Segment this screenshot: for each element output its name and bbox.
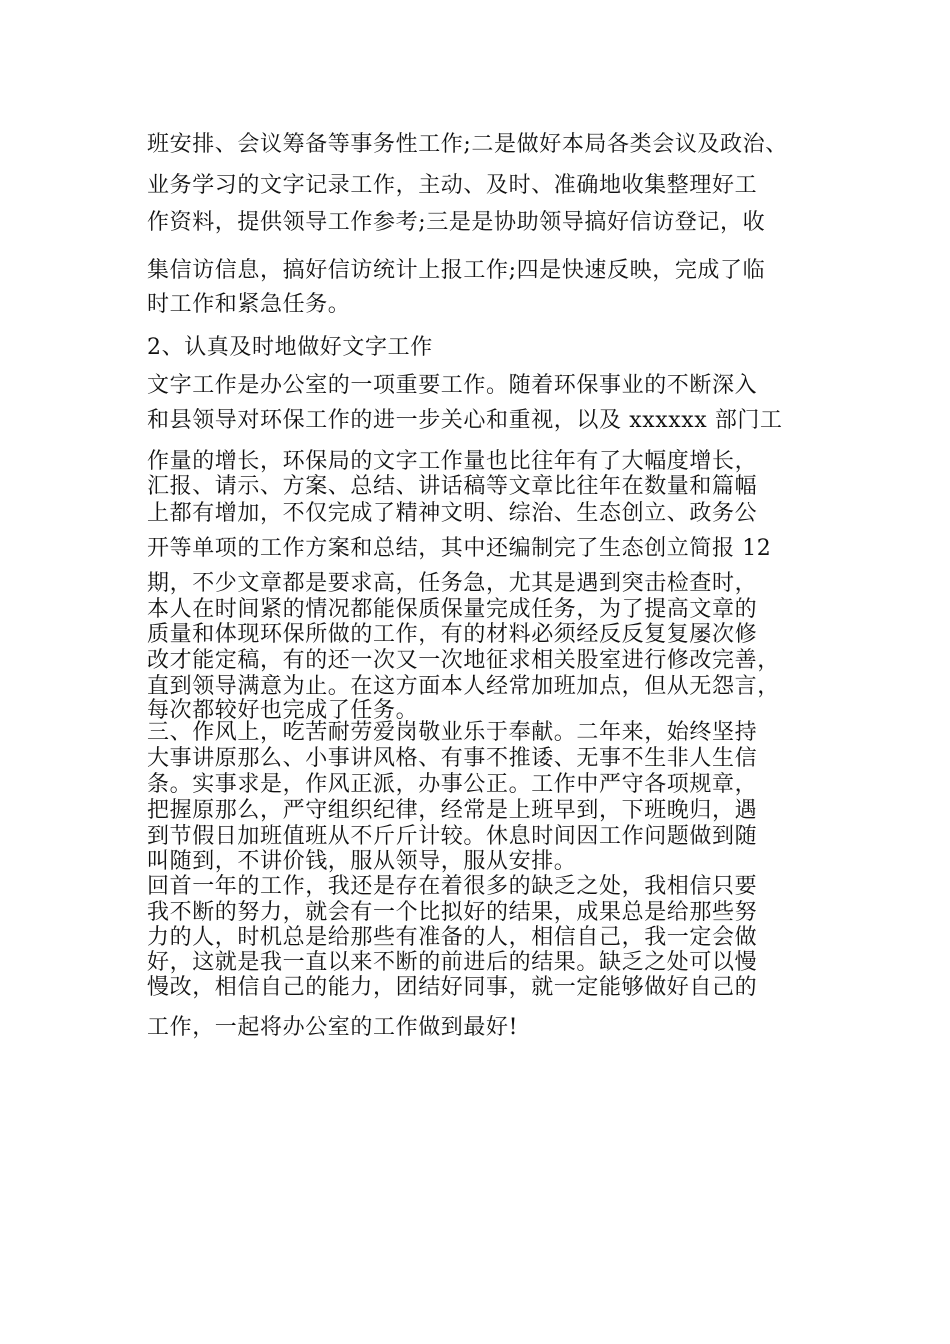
text-line: 好，这就是我一直以来不断的前进后的结果。缺乏之处可以慢 bbox=[147, 950, 758, 975]
text-line: 改才能定稿，有的还一次又一次地征求相关股室进行修改完善， bbox=[147, 648, 780, 673]
text-line: 力的人，时机总是给那些有准备的人，相信自己，我一定会做 bbox=[147, 925, 758, 950]
text-line: 期，不少文章都是要求高，任务急，尤其是遇到突击检查时， bbox=[147, 571, 758, 596]
text-line: 把握原那么，严守组织纪律，经常是上班早到，下班晚归，遇 bbox=[147, 798, 758, 823]
text-line: 叫随到，不讲价钱，服从领导，服从安排。 bbox=[147, 849, 577, 874]
text-line: 开等单项的工作方案和总结，其中还编制完了生态创立简报 12 bbox=[147, 536, 772, 561]
text-line: 质量和体现环保所做的工作，有的材料必须经反反复复屡次修 bbox=[147, 622, 758, 647]
text-line: 每次都较好也完成了任务。 bbox=[147, 698, 419, 723]
text-line: 和县领导对环保工作的进一步关心和重视，以及 xxxxxx 部门工 bbox=[147, 408, 783, 433]
text-line: 集信访信息，搞好信访统计上报工作;四是快速反映，完成了临 bbox=[147, 258, 766, 283]
text-line: 上都有增加，不仅完成了精神文明、综治、生态创立、政务公 bbox=[147, 501, 758, 526]
text-line: 汇报、请示、方案、总结、讲话稿等文章比往年在数量和篇幅 bbox=[147, 474, 758, 499]
text-line: 直到领导满意为止。在这方面本人经常加班加点，但从无怨言， bbox=[147, 674, 780, 699]
text-line: 条。实事求是，作风正派，办事公正。工作中严守各项规章， bbox=[147, 772, 758, 797]
text-line: 文字工作是办公室的一项重要工作。随着环保事业的不断深入 bbox=[147, 373, 758, 398]
text-line: 我不断的努力，就会有一个比拟好的结果，成果总是给那些努 bbox=[147, 900, 758, 925]
text-line: 时工作和紧急任务。 bbox=[147, 292, 351, 317]
text-line: 业务学习的文字记录工作，主动、及时、准确地收集整理好工 bbox=[147, 173, 758, 198]
text-line: 到节假日加班值班从不斤斤计较。休息时间因工作问题做到随 bbox=[147, 824, 758, 849]
section-heading: 三、作风上，吃苦耐劳爱岗敬业乐于奉献。二年来，始终坚持 bbox=[147, 720, 758, 745]
text-line: 回首一年的工作，我还是存在着很多的缺乏之处，我相信只要 bbox=[147, 874, 758, 899]
text-line: 作资料，提供领导工作参考;三是是协助领导搞好信访登记，收 bbox=[147, 210, 766, 235]
text-line: 本人在时间紧的情况都能保质保量完成任务，为了提高文章的 bbox=[147, 597, 758, 622]
text-line: 慢改，相信自己的能力，团结好同事，就一定能够做好自己的 bbox=[147, 975, 758, 1000]
text-line: 作量的增长，环保局的文字工作量也比往年有了大幅度增长， bbox=[147, 449, 758, 474]
text-line: 工作，一起将办公室的工作做到最好! bbox=[147, 1015, 519, 1040]
section-heading: 2、认真及时地做好文字工作 bbox=[147, 335, 433, 360]
text-line: 班安排、会议筹备等事务性工作;二是做好本局各类会议及政治、 bbox=[147, 132, 788, 157]
text-line: 大事讲原那么、小事讲风格、有事不推诿、无事不生非人生信 bbox=[147, 746, 758, 771]
